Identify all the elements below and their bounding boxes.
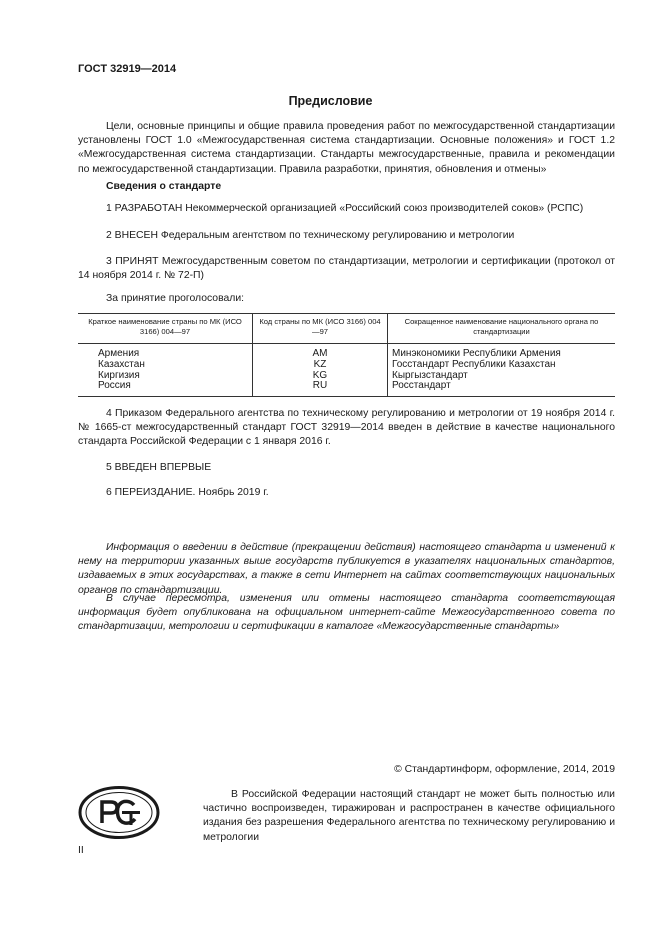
table-header-row — [78, 314, 615, 344]
voted-label: За принятие проголосовали: — [106, 293, 245, 304]
country-cell: Армения — [98, 348, 140, 359]
voting-table — [78, 313, 615, 397]
rst-logo-icon — [78, 785, 160, 840]
intro-paragraph: Цели, основные принципы и общие правила проведения работ по межгосударственной стандартизации установлены ГОСТ 1.0 «Межгосударственная система стандартизации. Основные положения» и ГОСТ 1.2 «Межгосударственная система стандартизации. Стандарты межгосударственные, правила и рекомендации по межгосударственной стандартизации. Правила разработки, принятия, обновления и отмены» — [78, 121, 615, 175]
copyright-line: © Стандартинформ, оформление, 2014, 2019 — [394, 764, 615, 775]
body-cell: Госстандарт Республики Казахстан — [388, 360, 616, 371]
item-4-order: 4 Приказом Федерального агентства по техническому регулированию и метрологии от 19 ноября 2014 г. № 1665-ст межгосударственный стандарт ГОСТ 32919—2014 введен в действие в качестве национального стандарта Российской Федерации с 1 января 2016 г. — [78, 408, 615, 448]
item-6-reissue: 6 ПЕРЕИЗДАНИЕ. Ноябрь 2019 г. — [106, 487, 269, 498]
body-cell: Минэкономики Республики Армения — [388, 344, 616, 360]
code-cell: AM — [253, 344, 388, 360]
standard-code-header: ГОСТ 32919—2014 — [78, 63, 177, 75]
table-row — [78, 360, 615, 371]
page-number: II — [78, 845, 84, 856]
col-header-body: Сокращенное наименование национального органа по стандартизации — [388, 314, 616, 344]
info-heading: Сведения о стандарте — [106, 181, 222, 192]
table-row — [78, 381, 615, 396]
code-cell: RU — [253, 381, 388, 396]
item-3-adopted: 3 ПРИНЯТ Межгосударственным советом по стандартизации, метрологии и сертификации (протокол от 14 ноября 2014 г. № 72-П) — [78, 256, 615, 282]
table-row — [78, 344, 615, 360]
country-cell: Россия — [78, 381, 253, 396]
notice-revision: В случае пересмотра, изменения или отмены настоящего стандарта соответствующая информация будет опубликована на официальном интернет-сайте Межгосударственного совета по стандартизации, метрологии и сертификации в каталоге «Межгосударственные стандарты» — [78, 593, 615, 633]
legal-notice: В Российской Федерации настоящий стандарт не может быть полностью или частично воспроизведен, тиражирован и распространен в качестве официального издания без разрешения Федерального агентства по техническому регулированию и метрологии — [203, 789, 615, 843]
item-2-submitted: 2 ВНЕСЕН Федеральным агентством по техническому регулированию и метрологии — [106, 230, 515, 241]
page-title: Предисловие — [288, 94, 373, 108]
col-header-country: Краткое наименование страны по МК (ИСО 3166) 004—97 — [78, 314, 253, 344]
item-1-developed: 1 РАЗРАБОТАН Некоммерческой организацией «Российский союз производителей соков» (РСПС) — [106, 203, 584, 214]
body-cell: Кыргызстандарт — [388, 371, 616, 382]
table-row — [78, 371, 615, 382]
col-header-code: Код страны по МК (ИСО 3166) 004—97 — [253, 314, 388, 344]
code-cell: KG — [253, 371, 388, 382]
item-5-first-time: 5 ВВЕДЕН ВПЕРВЫЕ — [106, 462, 212, 473]
code-cell: KZ — [253, 360, 388, 371]
body-cell: Росстандарт — [388, 381, 616, 396]
country-cell: Киргизия — [98, 369, 140, 381]
notice-publication: Информация о введении в действие (прекращении действия) настоящего стандарта и изменений к нему на территории указанных выше государств публикуется в указателях национальных стандартов, издаваемых в этих государствах, а также в сети Интернет на сайтах соответствующих национальных органов по стандартизации. — [78, 542, 615, 596]
country-cell: Казахстан — [98, 358, 145, 370]
